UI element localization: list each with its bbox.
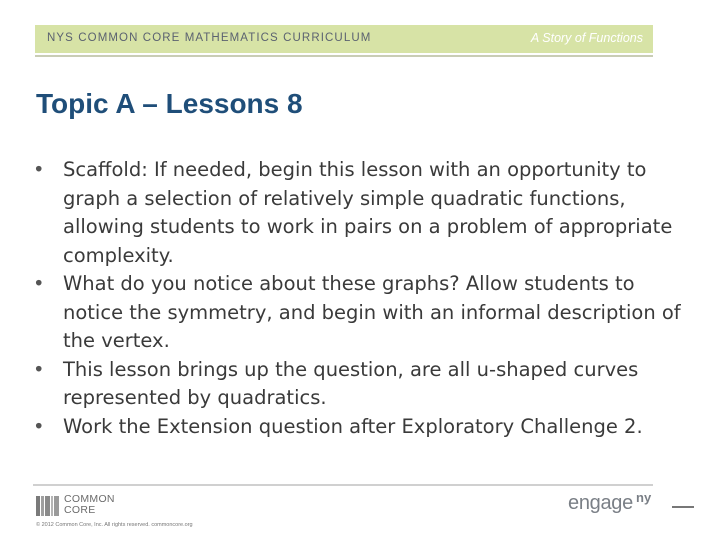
header-band	[35, 25, 653, 53]
side-dash	[672, 506, 694, 508]
bullet-dot: •	[33, 357, 45, 381]
footer-divider	[33, 484, 653, 486]
bullet-item	[33, 413, 693, 442]
bullet-item	[33, 270, 693, 356]
curriculum-label: NYS COMMON CORE MATHEMATICS CURRICULUM	[47, 32, 372, 44]
bullet-dot: •	[33, 158, 45, 181]
module-name: A Story of Functions	[530, 31, 643, 45]
header-divider	[35, 55, 653, 57]
common-core-logo	[36, 494, 146, 518]
bullet-list	[33, 156, 693, 441]
common-core-wordmark: COMMON CORE	[64, 493, 115, 516]
common-core-bars-icon	[36, 496, 60, 516]
bullet-dot: •	[33, 414, 45, 438]
bullet-item	[33, 156, 693, 270]
bullet-text: Work the Extension question after Exploratory Challenge 2.	[63, 414, 643, 438]
bullet-text: What do you notice about these graphs? Allow students to notice the symmetry, and begin with an informal description of the vertex.	[63, 272, 681, 352]
bullet-dot: •	[33, 272, 45, 295]
copyright-notice: © 2012 Common Core, Inc. All rights reserved. commoncore.org	[36, 522, 193, 528]
bullet-item	[33, 356, 693, 413]
engageny-sup: ny	[636, 490, 652, 505]
bullet-text: Scaffold: If needed, begin this lesson with an opportunity to graph a selection of relatively simple quadratic functions, allowing students to work in pairs on a problem of appropriate complexity.	[63, 158, 673, 267]
slide-title: Topic A – Lessons 8	[36, 88, 303, 119]
engageny-logo: engage	[568, 492, 633, 514]
bullet-text: This lesson brings up the question, are all u-shaped curves represented by quadratics.	[63, 357, 639, 409]
